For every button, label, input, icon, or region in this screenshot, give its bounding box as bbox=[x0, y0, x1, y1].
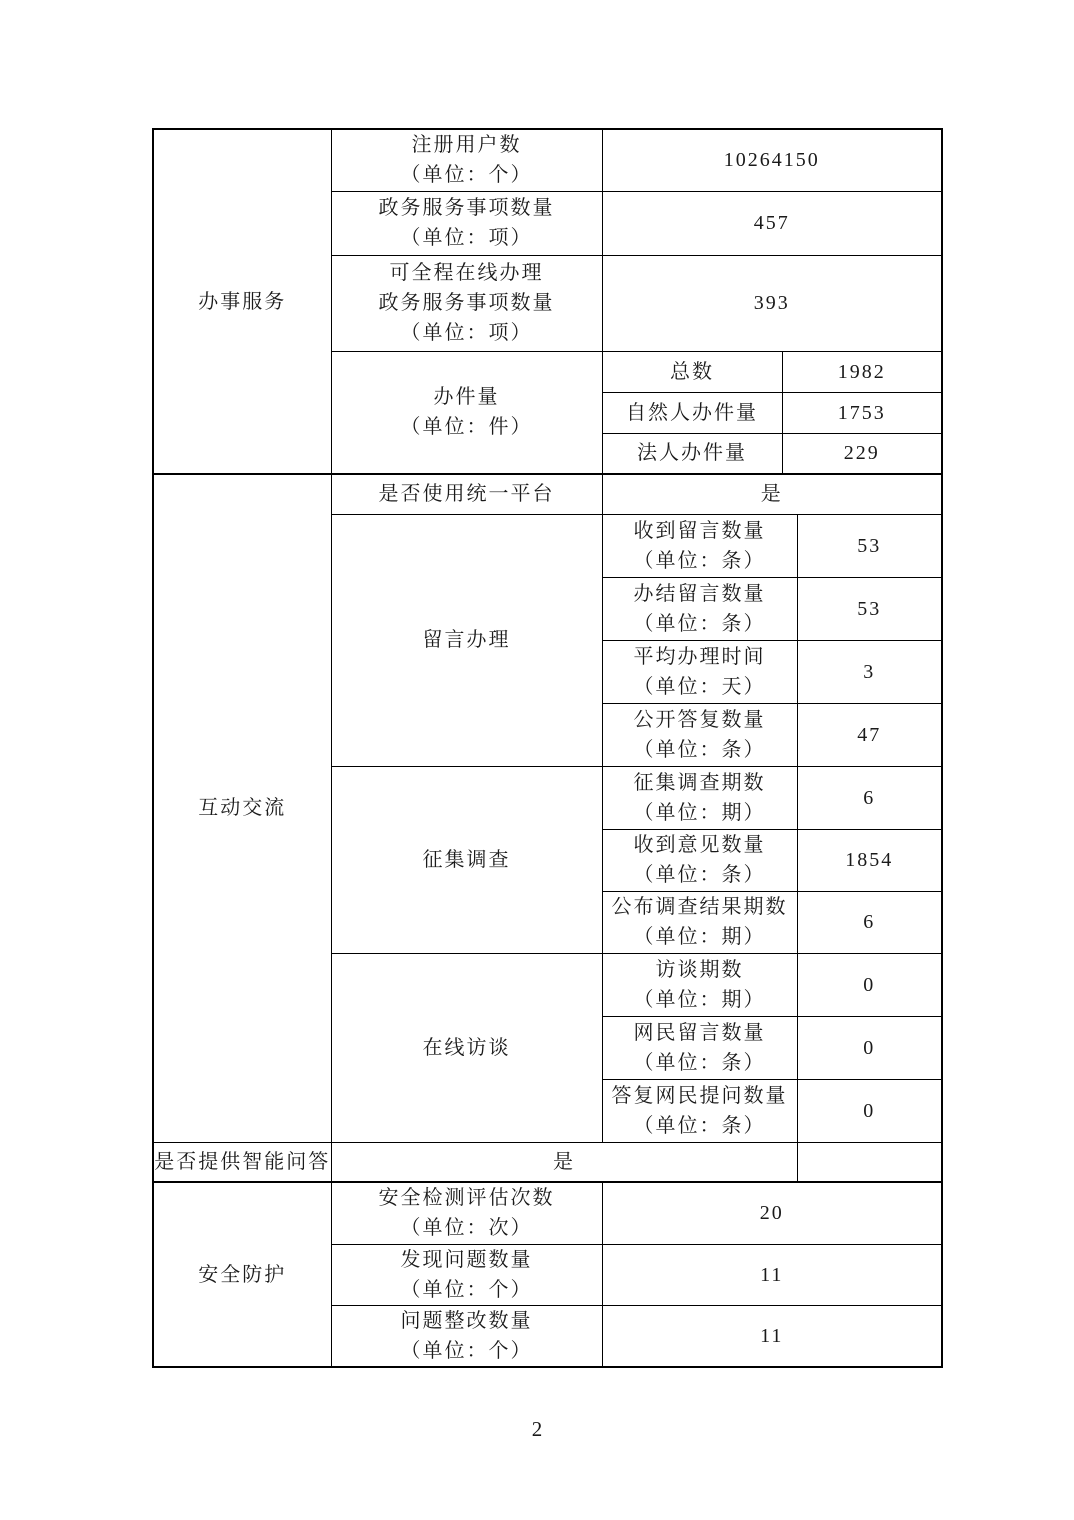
section-interaction-label: 互动交流 bbox=[198, 797, 287, 820]
value-surveys-results: 6 bbox=[797, 891, 942, 953]
surveys-periods-label: 征集调查期数 bbox=[633, 771, 766, 794]
row-label-cases bbox=[331, 351, 602, 474]
surveys-results-unit: （单位：期） bbox=[633, 926, 766, 948]
value-problems-found: 11 bbox=[602, 1244, 942, 1305]
cases-unit: （单位：件） bbox=[400, 416, 533, 439]
value-problems-fixed: 11 bbox=[602, 1305, 942, 1367]
interviews-periods-label: 访谈期数 bbox=[655, 958, 744, 981]
sub-label-surveys-results bbox=[602, 891, 797, 953]
sub-label-interviews-netizen-messages bbox=[602, 1016, 797, 1079]
interviews-periods-unit: （单位：期） bbox=[633, 988, 766, 1011]
sub-label-cases-natural: 自然人办件量 bbox=[602, 392, 782, 433]
service-items-unit: （单位：项） bbox=[400, 227, 533, 249]
section-service-label: 办事服务 bbox=[198, 290, 287, 313]
surveys-opinions-label: 收到意见数量 bbox=[633, 834, 766, 856]
problems-found-unit: （单位：个） bbox=[400, 1278, 533, 1301]
messages-avg-time-unit: （单位：天） bbox=[633, 675, 766, 698]
value-interviews-netizen-messages: 0 bbox=[797, 1016, 942, 1079]
problems-found-label: 发现问题数量 bbox=[400, 1248, 533, 1271]
value-interviews-replies: 0 bbox=[797, 1079, 942, 1142]
value-interviews-periods: 0 bbox=[797, 953, 942, 1016]
value-cases-natural: 1753 bbox=[782, 392, 942, 433]
value-messages-avg-time: 3 bbox=[797, 640, 942, 703]
report-table bbox=[152, 128, 943, 1368]
value-smart-qa: 是 bbox=[331, 1142, 797, 1182]
messages-completed-unit: （单位：条） bbox=[633, 612, 766, 635]
sub-label-interviews-periods bbox=[602, 953, 797, 1016]
value-surveys-opinions: 1854 bbox=[797, 829, 942, 891]
value-messages-received: 53 bbox=[797, 514, 942, 577]
value-messages-completed: 53 bbox=[797, 577, 942, 640]
sub-label-interviews-replies bbox=[602, 1079, 797, 1142]
value-assessments: 20 bbox=[602, 1182, 942, 1244]
row-label-registered-users bbox=[331, 129, 602, 191]
table-row bbox=[153, 1182, 942, 1244]
messages-public-replies-unit: （单位：条） bbox=[633, 738, 766, 761]
sub-label-cases-total: 总数 bbox=[602, 351, 782, 392]
online-items-label-line2: 政务服务事项数量 bbox=[378, 292, 555, 314]
row-label-problems-found bbox=[331, 1244, 602, 1305]
messages-public-replies-label: 公开答复数量 bbox=[633, 708, 766, 731]
surveys-periods-unit: （单位：期） bbox=[633, 801, 766, 824]
sub-label-messages-avg-time bbox=[602, 640, 797, 703]
row-label-smart-qa: 是否提供智能问答 bbox=[153, 1142, 331, 1182]
problems-fixed-unit: （单位：个） bbox=[400, 1339, 533, 1362]
interviews-replies-label: 答复网民提问数量 bbox=[611, 1084, 788, 1107]
row-label-interviews: 在线访谈 bbox=[331, 953, 602, 1142]
sub-label-surveys-periods bbox=[602, 766, 797, 829]
interviews-netizen-messages-unit: （单位：条） bbox=[633, 1051, 766, 1074]
row-label-problems-fixed bbox=[331, 1305, 602, 1367]
online-items-unit: （单位：项） bbox=[400, 322, 533, 344]
section-security bbox=[153, 1182, 331, 1367]
row-label-service-items bbox=[331, 191, 602, 255]
section-interaction bbox=[153, 474, 331, 1142]
registered-users-unit: （单位：个） bbox=[400, 164, 533, 187]
problems-fixed-label: 问题整改数量 bbox=[400, 1309, 533, 1332]
section-security-label: 安全防护 bbox=[198, 1263, 287, 1286]
value-cases-total: 1982 bbox=[782, 351, 942, 392]
messages-received-label: 收到留言数量 bbox=[633, 519, 766, 542]
online-items-label-line1: 可全程在线办理 bbox=[389, 262, 544, 284]
row-label-online-items bbox=[331, 255, 602, 351]
messages-avg-time-label: 平均办理时间 bbox=[633, 645, 766, 668]
messages-received-unit: （单位：条） bbox=[633, 549, 766, 572]
value-service-items: 457 bbox=[602, 191, 942, 255]
sub-label-messages-completed bbox=[602, 577, 797, 640]
row-label-assessments bbox=[331, 1182, 602, 1244]
value-cases-legal: 229 bbox=[782, 433, 942, 474]
row-label-messages: 留言办理 bbox=[331, 514, 602, 766]
sub-label-messages-received bbox=[602, 514, 797, 577]
registered-users-label: 注册用户数 bbox=[411, 134, 522, 157]
table-row bbox=[153, 1142, 942, 1182]
interviews-netizen-messages-label: 网民留言数量 bbox=[633, 1021, 766, 1044]
table-row bbox=[153, 129, 942, 191]
assessments-label: 安全检测评估次数 bbox=[378, 1187, 555, 1210]
interviews-replies-unit: （单位：条） bbox=[633, 1114, 766, 1137]
row-label-surveys: 征集调查 bbox=[331, 766, 602, 953]
service-items-label: 政务服务事项数量 bbox=[378, 197, 555, 219]
surveys-results-label: 公布调查结果期数 bbox=[611, 896, 788, 918]
surveys-opinions-unit: （单位：条） bbox=[633, 864, 766, 886]
assessments-unit: （单位：次） bbox=[400, 1217, 533, 1240]
value-surveys-periods: 6 bbox=[797, 766, 942, 829]
messages-completed-label: 办结留言数量 bbox=[633, 582, 766, 605]
section-service bbox=[153, 129, 331, 474]
page-number: 2 bbox=[531, 1417, 543, 1441]
value-online-items: 393 bbox=[602, 255, 942, 351]
value-unified-platform: 是 bbox=[602, 474, 942, 514]
sub-label-surveys-opinions bbox=[602, 829, 797, 891]
cases-label: 办件量 bbox=[433, 386, 500, 409]
sub-label-cases-legal: 法人办件量 bbox=[602, 433, 782, 474]
sub-label-messages-public-replies bbox=[602, 703, 797, 766]
value-messages-public-replies: 47 bbox=[797, 703, 942, 766]
table-row bbox=[153, 474, 942, 514]
row-label-unified-platform: 是否使用统一平台 bbox=[331, 474, 602, 514]
value-registered-users: 10264150 bbox=[602, 129, 942, 191]
